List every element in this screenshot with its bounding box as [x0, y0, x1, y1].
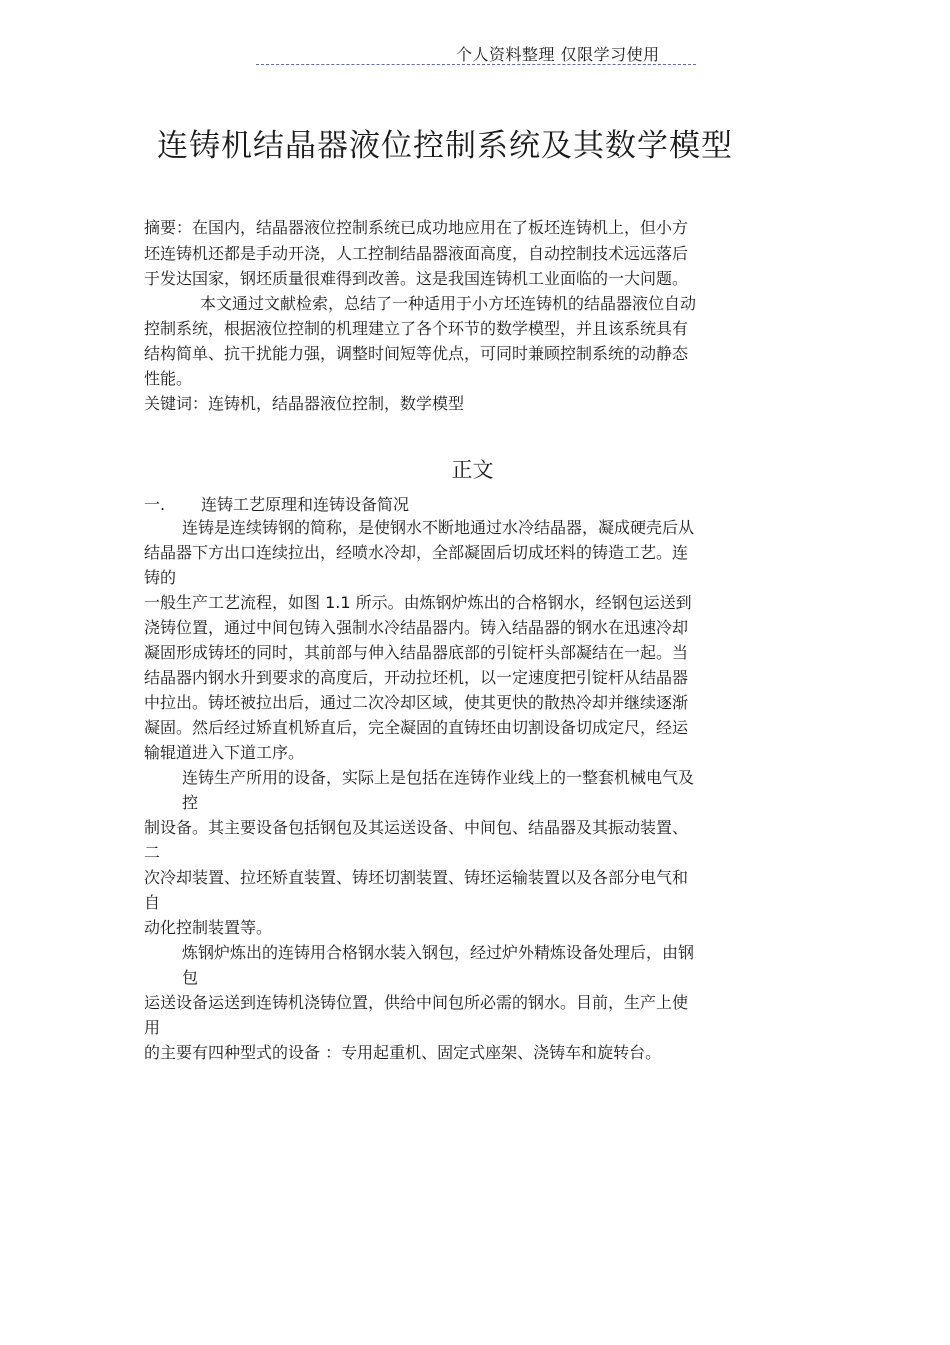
body-line: 凝固形成铸坯的同时，其前部与伸入结晶器底部的引锭杆头部凝结在一起。当: [144, 643, 689, 662]
body-line: 的主要有四种型式的设备 ：专用起重机、固定式座架、浇铸车和旋转台。: [144, 1043, 662, 1062]
body-line: 动化控制装置等。: [144, 918, 273, 937]
body-heading: 正文: [451, 458, 494, 482]
body-line: 炼钢炉炼出的连铸用合格钢水装入钢包，经过炉外精炼设备处理后，由钢: [182, 943, 695, 962]
body-line: 结晶器下方出口连续拉出，经喷水冷却，全部凝固后切成坯料的铸造工艺。连: [144, 543, 689, 562]
keywords: 关键词：连铸机，结晶器液位控制，数学模型: [144, 394, 465, 413]
body-line: 浇铸位置，通过中间包铸入强制水冷结晶器内。铸入结晶器的钢水在迅速冷却: [144, 618, 689, 637]
abstract-line: 性能。: [144, 369, 193, 388]
body-line: 连铸生产所用的设备，实际上是包括在连铸作业线上的一整套机械电气及: [182, 768, 695, 787]
abstract-line: 坯连铸机还都是手动开浇，人工控制结晶器液面高度，自动控制技术远远落后: [144, 244, 689, 263]
body-line: 控: [182, 793, 199, 812]
abstract-line: 控制系统，根据液位控制的机理建立了各个环节的数学模型，并且该系统具有: [144, 319, 689, 338]
body-line: 用: [144, 1018, 161, 1037]
body-line: 铸的: [144, 568, 177, 587]
body-line: 结晶器内钢水升到要求的高度后，开动拉坯机，以一定速度把引锭杆从结晶器: [144, 668, 689, 687]
body-line: 连铸是连续铸钢的简称，是使钢水不断地通过水冷结晶器，凝成硬壳后从: [182, 518, 695, 537]
abstract-line: 于发达国家，钢坯质量很难得到改善。这是我国连铸机工业面临的一大问题。: [144, 269, 689, 288]
body-line: 输辊道进入下道工序。: [144, 743, 305, 762]
body-line: 中拉出。铸坯被拉出后，通过二次冷却区域，使其更快的散热冷却并继续逐渐: [144, 693, 689, 712]
section-number: 一.: [144, 495, 166, 514]
body-line: 运送设备运送到连铸机浇铸位置，供给中间包所必需的钢水。目前，生产上使: [144, 993, 689, 1012]
abstract-line: 结构简单、抗干扰能力强，调整时间短等优点，可同时兼顾控制系统的动静态: [144, 344, 689, 363]
body-line: 一般生产工艺流程，如图 1.1 所示。由炼钢炉炼出的合格钢水，经钢包运送到: [144, 593, 692, 612]
header-divider: [256, 64, 696, 65]
header-note: 个人资料整理 仅限学习使用: [456, 45, 660, 64]
body-line: 包: [182, 968, 199, 987]
body-line: 次冷却装置、拉坯矫直装置、铸坯切割装置、铸坯运输装置以及各部分电气和: [144, 868, 689, 887]
abstract-line: 摘要：在国内，结晶器液位控制系统已成功地应用在了板坯连铸机上，但小方: [144, 218, 689, 237]
body-line: 自: [144, 893, 161, 912]
abstract-line: 本文通过文献检索，总结了一种适用于小方坯连铸机的结晶器液位自动: [200, 294, 697, 313]
body-line: 凝固。然后经过矫直机矫直后，完全凝固的直铸坯由切割设备切成定尺，经运: [144, 718, 689, 737]
section-title: 连铸工艺原理和连铸设备简况: [201, 495, 410, 514]
body-line: 二: [144, 843, 161, 862]
body-line: 制设备。其主要设备包括钢包及其运送设备、中间包、结晶器及其振动装置、: [144, 818, 689, 837]
document-title: 连铸机结晶器液位控制系统及其数学模型: [157, 128, 733, 164]
page-header: [0, 42, 950, 68]
